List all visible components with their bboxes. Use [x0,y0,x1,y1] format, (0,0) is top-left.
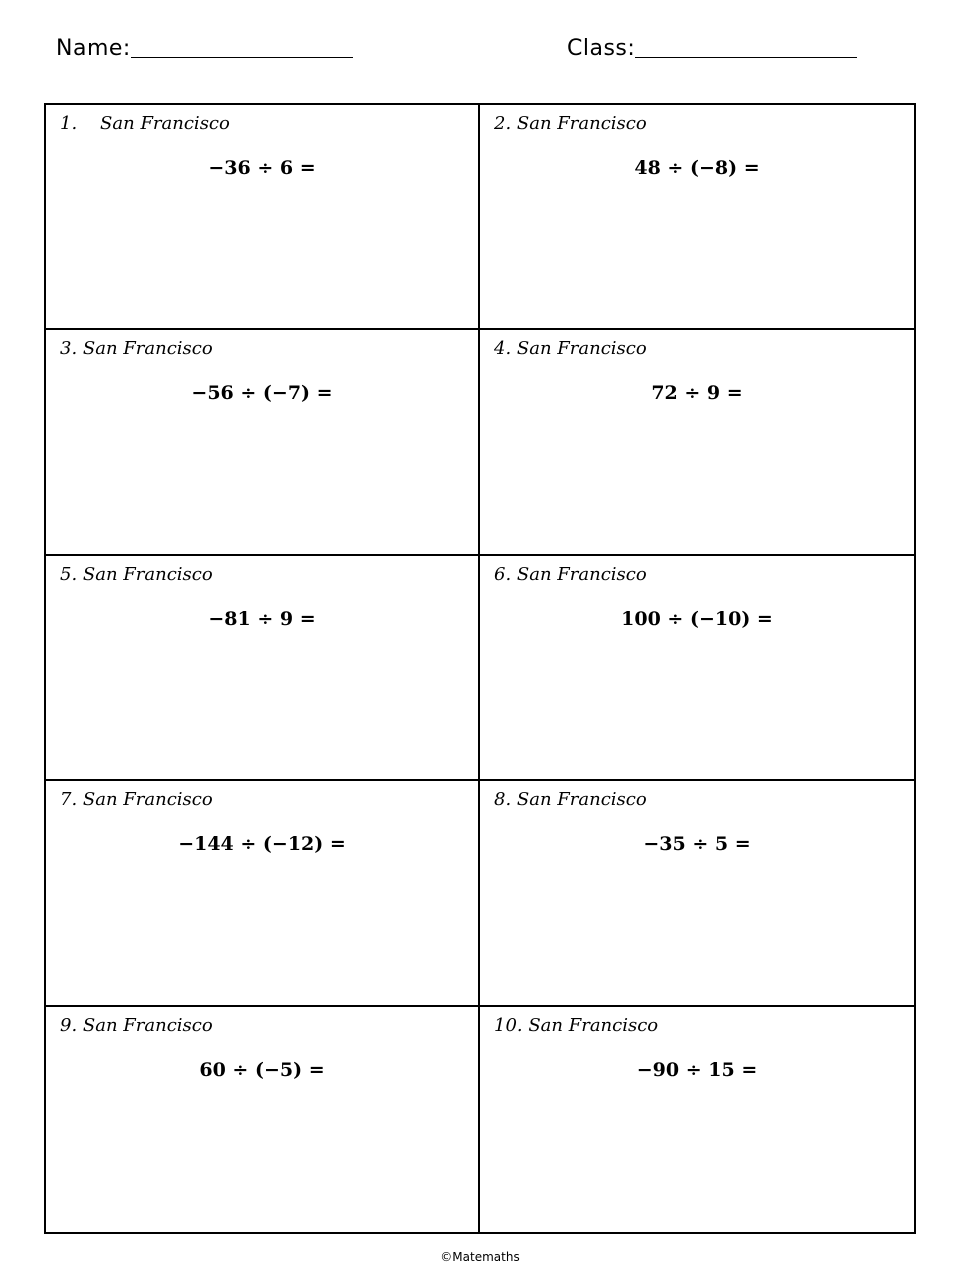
problem-expression: −144 ÷ (−12) = [178,833,346,856]
problem-expression: 60 ÷ (−5) = [199,1058,325,1081]
problem-label: 10. San Francisco [494,1014,659,1036]
problem-label: 2. San Francisco [494,113,647,134]
name-field[interactable] [56,34,353,64]
problem-grid [44,103,916,1234]
problem-expression: 48 ÷ (−8) = [634,157,760,179]
problem-expression: −81 ÷ 9 = [208,607,316,630]
problem-label: 8. San Francisco [494,789,647,811]
problem-label: 5. San Francisco [60,563,213,585]
problem-expression: −35 ÷ 5 = [643,833,751,856]
problem-expression: −36 ÷ 6 = [208,157,316,179]
class-blank-line[interactable] [635,37,857,58]
problem-cell-1 [46,105,480,330]
problem-label: 9. San Francisco [60,1014,213,1036]
problem-cell-3 [46,330,480,555]
class-field[interactable] [567,34,857,64]
problem-cell-10 [480,1007,914,1232]
problem-cell-9 [46,1007,480,1232]
class-label: Class: [567,36,636,61]
problem-label: 4. San Francisco [494,338,647,360]
problem-cell-2 [480,105,914,330]
problem-cell-7 [46,781,480,1006]
problem-cell-5 [46,556,480,781]
copyright-footer: ©Matemaths [440,1250,520,1264]
name-blank-line[interactable] [131,37,353,58]
name-label: Name: [56,36,131,61]
problem-label: 1. San Francisco [60,113,230,134]
problem-cell-6 [480,556,914,781]
problem-expression: −90 ÷ 15 = [636,1058,758,1081]
problem-expression: −56 ÷ (−7) = [191,382,333,405]
problem-label: 7. San Francisco [60,789,213,811]
problem-expression: 72 ÷ 9 = [651,382,743,405]
problem-cell-4 [480,330,914,555]
problem-cell-8 [480,781,914,1006]
problem-label: 6. San Francisco [494,563,647,585]
problem-expression: 100 ÷ (−10) = [621,607,773,630]
problem-label: 3. San Francisco [60,338,213,360]
